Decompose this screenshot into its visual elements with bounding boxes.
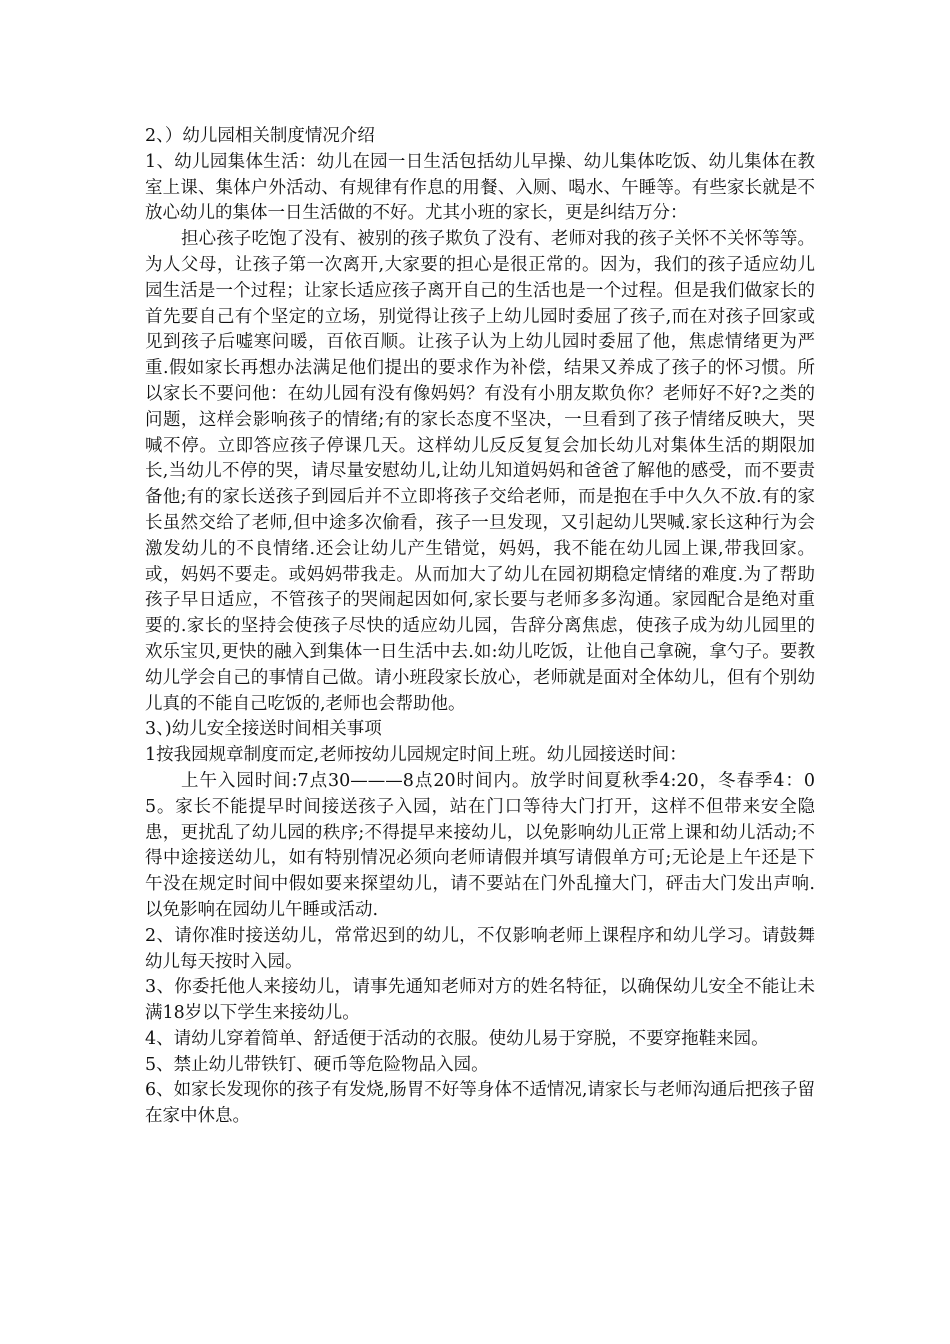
section-2-item-1-body: 担心孩子吃饱了没有、被别的孩子欺负了没有、老师对我的孩子关怀不关怀等等。为人父母，让孩子第一次离开,大家要的担心是很正常的。因为，我们的孩子适应幼儿园生活是一个过程；让家长适应孩子离开自己的生活也是一个过程。但是我们做家长的首先要自己有个坚定的立场，别觉得让孩子上幼儿园时委屈了孩子,而在对孩子回家或见到孩子后嘘寒问暖，百依百顺。让孩子认为上幼儿园时委屈了他，焦虑情绪更为严重.假如家长再想办法满足他们提出的要求作为补偿，结果又养成了孩子的怀习惯。所以家长不要问他：在幼儿园有没有像妈妈？有没有小朋友欺负你？老师好不好?之类的问题，这样会影响孩子的情绪;有的家长态度不坚决，一旦看到了孩子情绪反映大，哭喊不停。立即答应孩子停课几天。这样幼儿反反复复会加长幼儿对集体生活的期限加长,当幼儿不停的哭，请尽量安慰幼儿,让幼儿知道妈妈和爸爸了解他的感受，而不要责备他;有的家长送孩子到园后并不立即将孩子交给老师，而是抱在手中久久不放.有的家长虽然交给了老师,但中途多次偷看，孩子一旦发现，又引起幼儿哭喊.家长这种行为会激发幼儿的不良情绪.还会让幼儿产生错觉，妈妈，我不能在幼儿园上课,带我回家。或，妈妈不要走。或妈妈带我走。从而加大了幼儿在园初期稳定情绪的难度.为了帮助孩子早日适应，不管孩子的哭闹起因如何,家长要与老师多多沟通。家园配合是绝对重要的.家长的坚持会使孩子尽快的适应幼儿园，告辞分离焦虑，使孩子成为幼儿园里的欢乐宝贝,更快的融入到集体一日生活中去.如:幼儿吃饭，让他自己拿碗，拿勺子。要教幼儿学会自己的事情自己做。请小班段家长放心，老师就是面对全体幼儿，但有个别幼儿真的不能自己吃饭的,老师也会帮助他。 (145, 229, 815, 714)
document-page (145, 124, 815, 1130)
section-3-item-1-body: 上午入园时间:7点30———8点20时间内。放学时间夏秋季4:20，冬春季4：05。家长不能提早时间接送孩子入园，站在门口等待大门打开，这样不但带来安全隐患，更扰乱了幼儿园的秩序;不得提早来接幼儿，以免影响幼儿正常上课和幼儿活动;不得中途接送幼儿，如有特别情况必须向老师请假并填写请假单方可;无论是上午还是下午没在规定时间中假如要来探望幼儿，请不要站在门外乱撞大门，砰击大门发出声响.以免影响在园幼儿午睡或活动. (145, 770, 815, 920)
section-3-item-3: 3、你委托他人来接幼儿，请事先通知老师对方的姓名特征，以确保幼儿安全不能让未满18岁以下学生来接幼儿。 (145, 977, 815, 1024)
section-3-item-2: 2、请你准时接送幼儿，常常迟到的幼儿，不仅影响老师上课程序和幼儿学习。请鼓舞幼儿每天按时入园。 (145, 925, 815, 972)
section-3-item-5: 5、禁止幼儿带铁钉、硬币等危险物品入园。 (145, 1054, 489, 1075)
section-3-heading: 3、)幼儿安全接送时间相关事项 (145, 719, 382, 740)
section-3-item-1: 1按我园规章制度而定,老师按幼儿园规定时间上班。幼儿园接送时间： (145, 745, 687, 766)
section-2-heading: 2、）幼儿园相关制度情况介绍 (145, 126, 375, 146)
section-3-item-6: 6、如家长发现你的孩子有发烧,肠胃不好等身体不适情况,请家长与老师沟通后把孩子留在家中休息。 (145, 1080, 815, 1127)
section-2-item-1: 1、幼儿园集体生活：幼儿在园一日生活包括幼儿早操、幼儿集体吃饭、幼儿集体在教室上课、集体户外活动、有规律有作息的用餐、入厕、喝水、午睡等。有些家长就是不放心幼儿的集体一日生活做的不好。尤其小班的家长，更是纠结万分： (145, 151, 815, 224)
section-3-item-4: 4、请幼儿穿着简单、舒适便于活动的衣服。使幼儿易于穿脱，不要穿拖鞋来园。 (145, 1028, 769, 1049)
